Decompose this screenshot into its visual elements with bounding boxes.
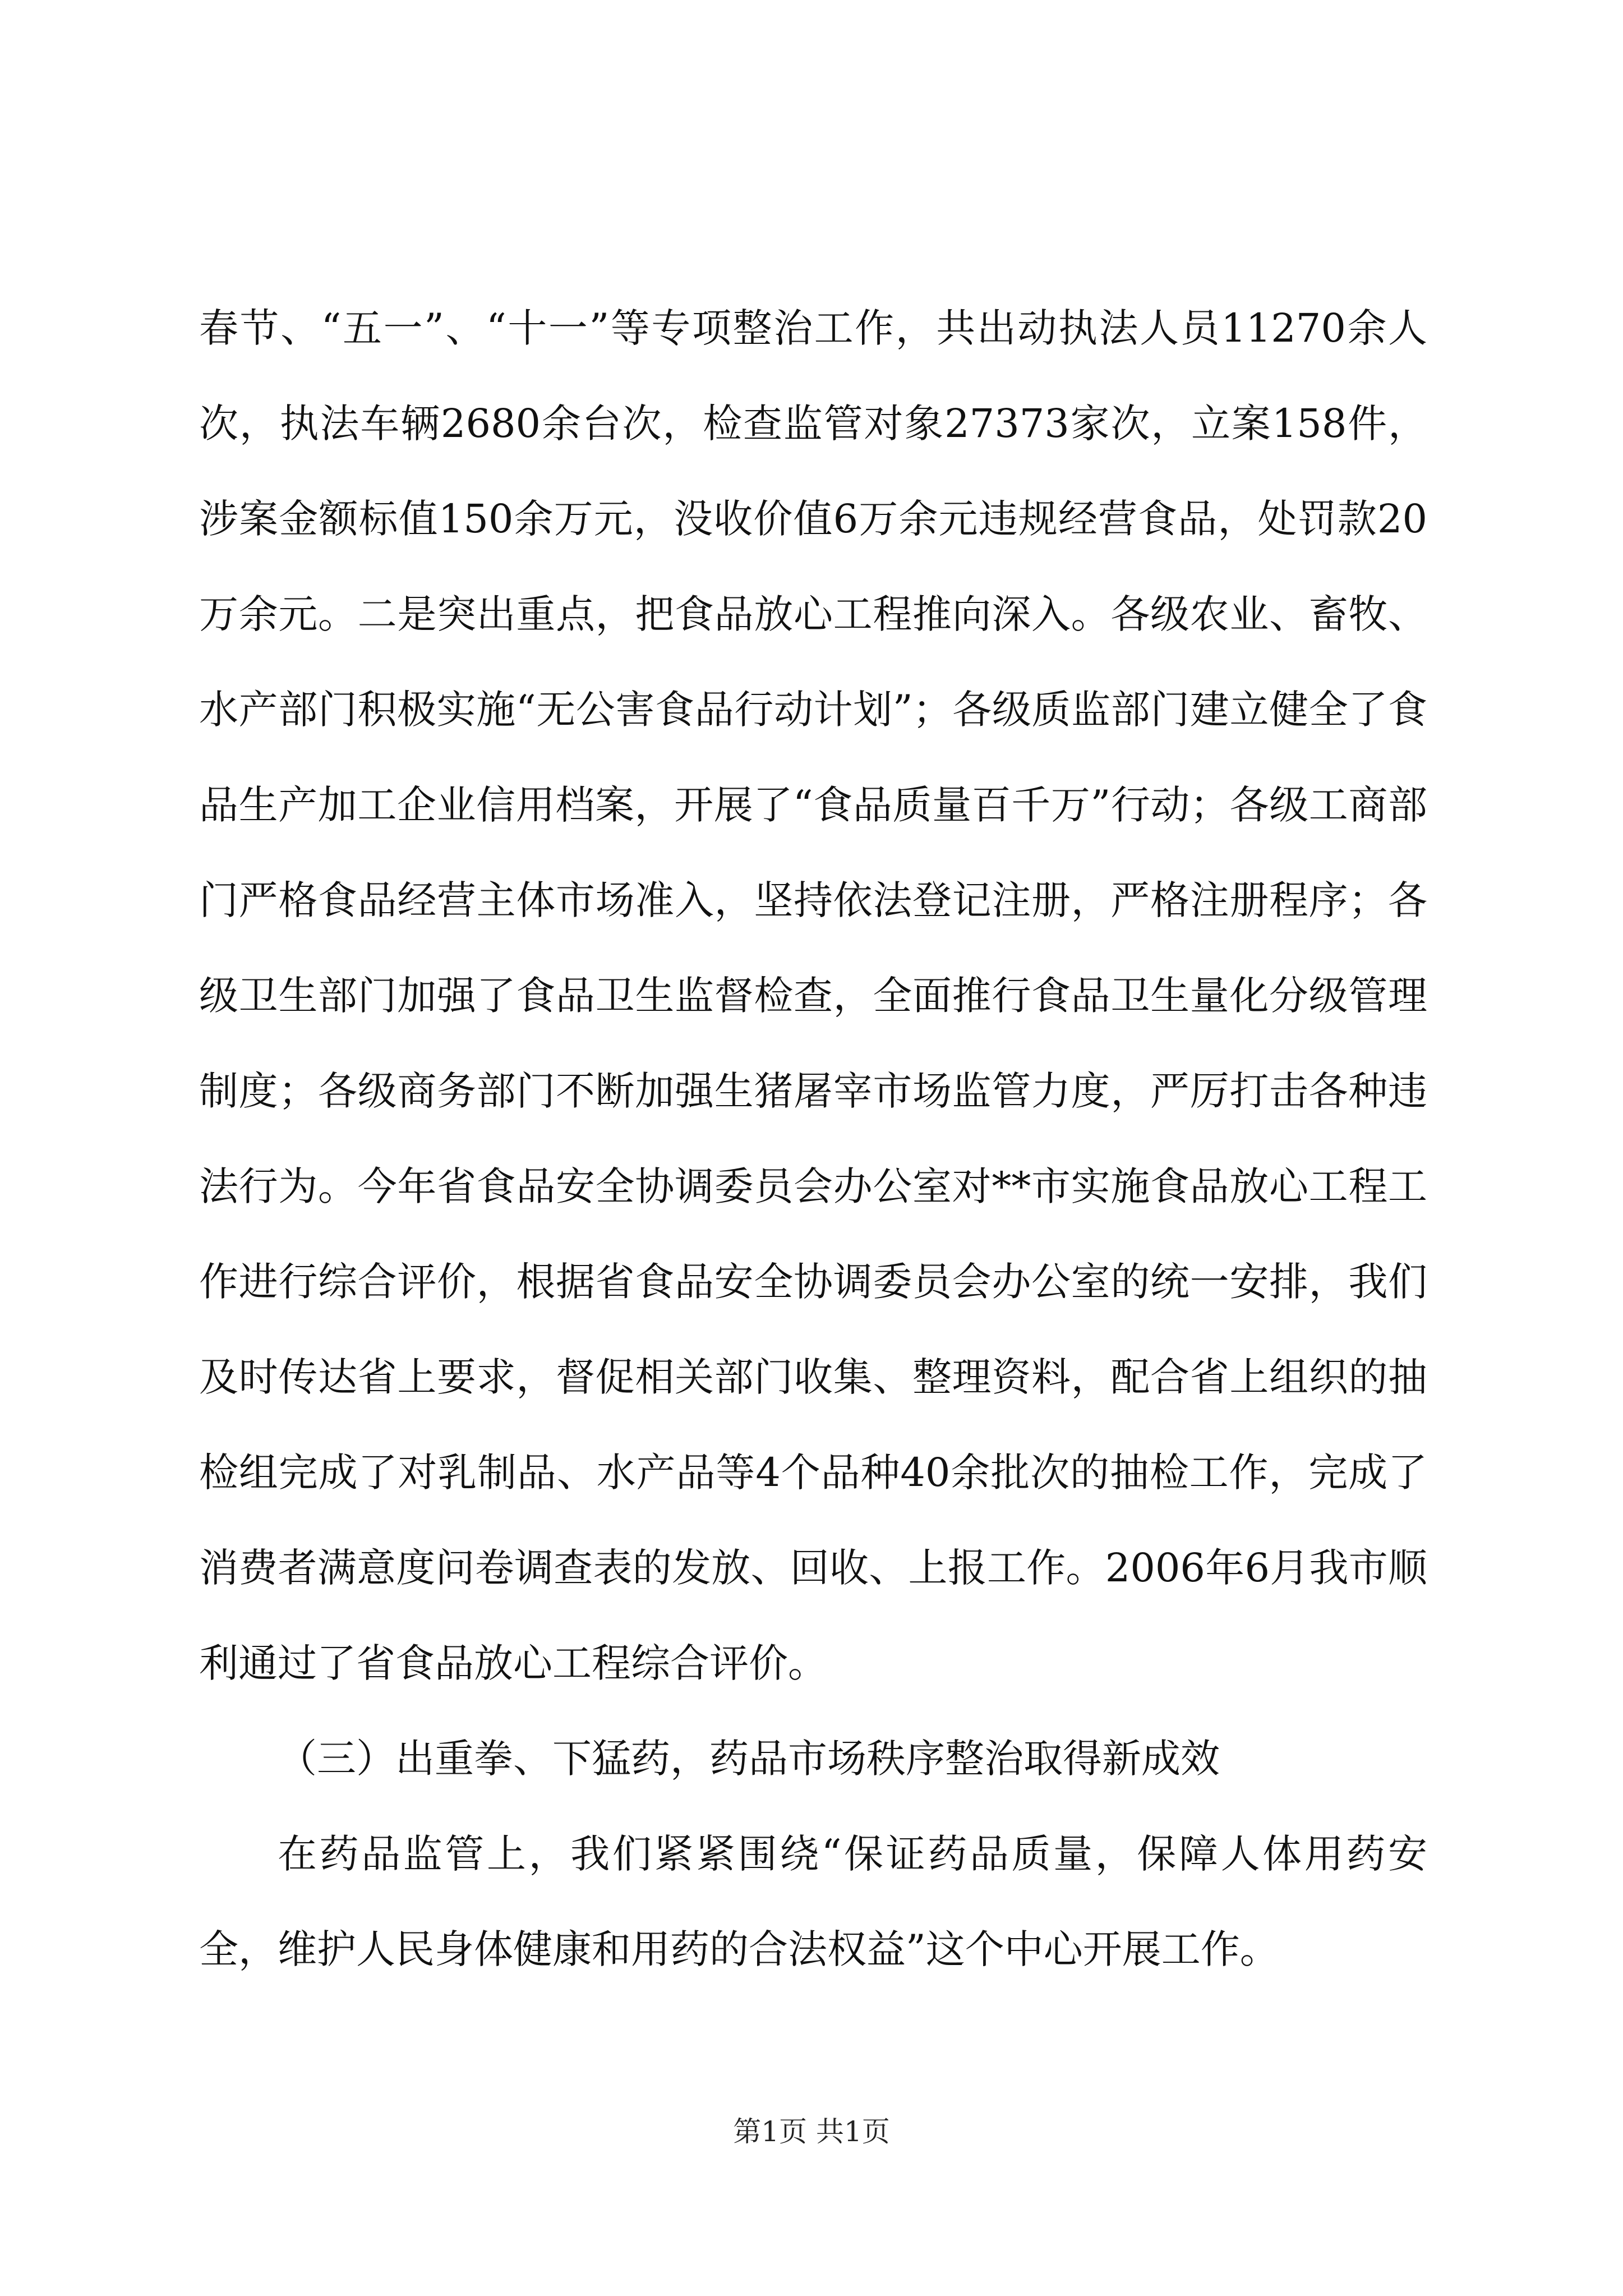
document-body	[199, 280, 1427, 1997]
paragraph-drug-regulation: 在药品监管上，我们紧紧围绕“保证药品质量，保障人体用药安全，维护人民身体健康和用药的合法权益”这个中心开展工作。	[199, 1831, 1427, 1972]
section-heading: （三）出重拳、下猛药，药品市场秩序整治取得新成效	[278, 1736, 1220, 1782]
page-footer: 第1页 共1页	[733, 2115, 890, 2148]
paragraph-food-safety: 春节、“五一”、“十一”等专项整治工作，共出动执法人员11270余人次，执法车辆2680余台次，检查监管对象27373家次，立案158件，涉案金额标值150余万元，没收价值6万余元违规经营食品，处罚款20万余元。二是突出重点，把食品放心工程推向深入。各级农业、畜牧、水产部门积极实施“无公害食品行动计划”；各级质监部门建立健全了食品生产加工企业信用档案，开展了“食品质量百千万”行动；各级工商部门严格食品经营主体市场准入，坚持依法登记注册，严格注册程序；各级卫生部门加强了食品卫生监督检查，全面推行食品卫生量化分级管理制度；各级商务部门不断加强生猪屠宰市场监管力度，严厉打击各种违法行为。今年省食品安全协调委员会办公室对**市实施食品放心工程工作进行综合评价，根据省食品安全协调委员会办公室的统一安排，我们及时传达省上要求，督促相关部门收集、整理资料，配合省上组织的抽检组完成了对乳制品、水产品等4个品种40余批次的抽检工作，完成了消费者满意度问卷调查表的发放、回收、上报工作。2006年6月我市顺利通过了省食品放心工程综合评价。	[199, 305, 1427, 1686]
